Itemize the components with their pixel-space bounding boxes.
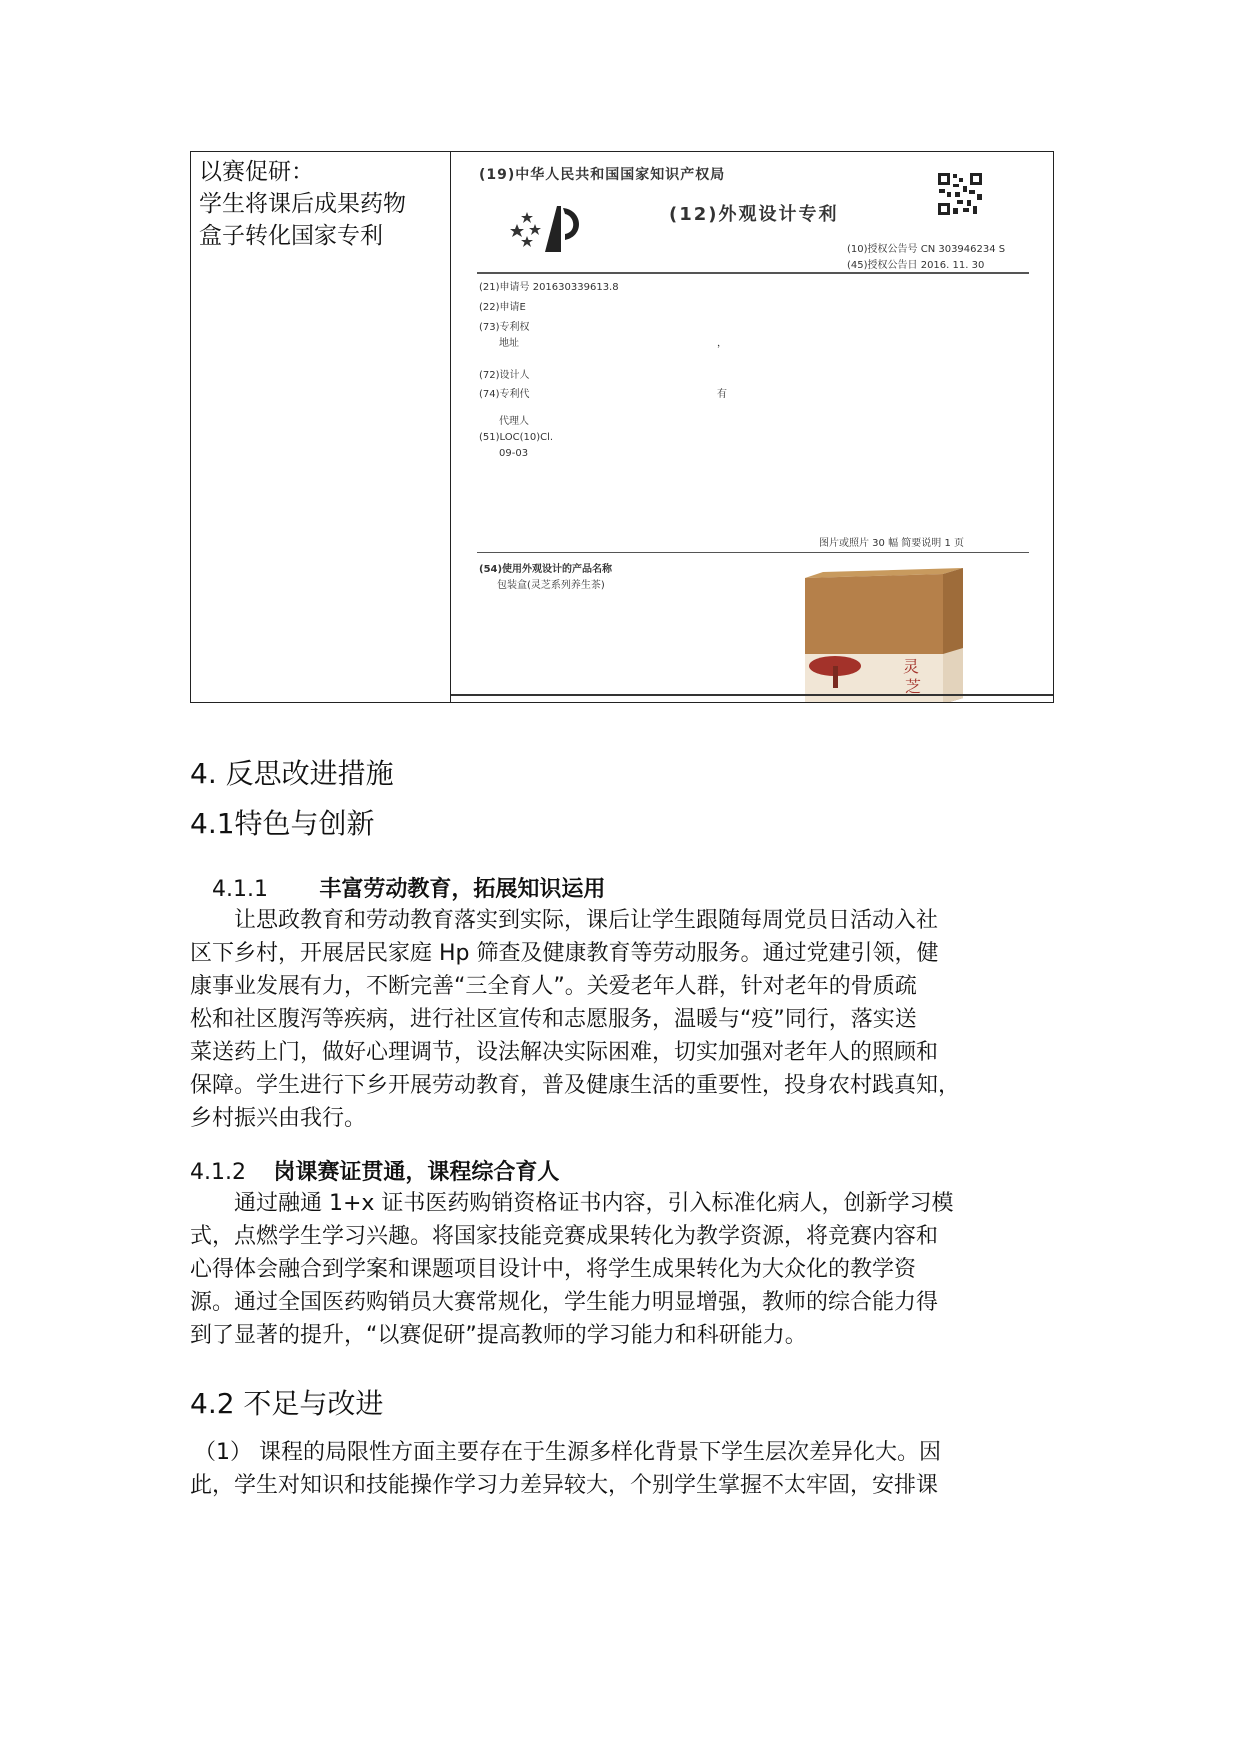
packaging-box-image (793, 568, 983, 702)
paragraph-line: 区下乡村，开展居民家庭 Hp 筛查及健康教育等劳动服务。通过党建引领，健 (190, 941, 939, 966)
table-left-cell (191, 152, 451, 702)
patent-office-name: (19)中华人民共和国国家知识产权局 (479, 167, 726, 183)
paragraph-line: 此，学生对知识和技能操作学习力差异较大，个别学生掌握不太牢固，安排课 (190, 1473, 939, 1498)
section-4-1-heading: 4.1特色与创新 (190, 807, 375, 840)
section-4-1-1-paragraph (190, 904, 1050, 1135)
paragraph-line: 通过融通 1+x 证书医药购销资格证书内容，引入标准化病人，创新学习模 (234, 1191, 954, 1216)
patent-field-74: (74)专利代 (479, 389, 530, 400)
section-4-1-1-heading (212, 872, 605, 903)
patent-field-21: (21)申请号 201630339613.8 (479, 282, 619, 293)
section-4-1-2-heading (190, 1155, 559, 1186)
paragraph-line: 心得体会融合到学案和课题项目设计中，将学生成果转化为大众化的教学资 (190, 1257, 917, 1282)
qr-code-icon (937, 172, 983, 216)
patent-field-loc-class: 09-03 (499, 448, 529, 459)
patent-pub-date: (45)授权公告日 2016. 11. 30 (847, 260, 985, 271)
patent-product-label: (54)使用外观设计的产品名称 (479, 564, 613, 575)
paragraph-line: （1） 课程的局限性方面主要存在于生源多样化背景下学生层次差异化大。因 (194, 1440, 941, 1465)
patent-field-mark: ， (717, 338, 727, 349)
paragraph-line: 到了显著的提升，“以赛促研”提高教师的学习能力和科研能力。 (190, 1323, 807, 1348)
section-4-1-2-number: 4.1.2 (190, 1160, 246, 1185)
section-4-heading: 4. 反思改进措施 (190, 757, 394, 790)
image-bottom-rule (451, 694, 1053, 696)
paragraph-line: 式，点燃学生学习兴趣。将国家技能竞赛成果转化为教学资源，将竞赛内容和 (190, 1224, 939, 1249)
section-4-1-1-number: 4.1.1 (212, 877, 268, 902)
paragraph-line: 乡村振兴由我行。 (190, 1106, 367, 1131)
paragraph-line: 康事业发展有力，不断完善“三全育人”。关爱老年人群，针对老年的骨质疏 (190, 974, 917, 999)
patent-pages-info: 图片或照片 30 幅 简要说明 1 页 (819, 538, 964, 549)
patent-image-cell (451, 152, 1053, 702)
section-4-2-heading: 4.2 不足与改进 (190, 1387, 384, 1420)
patent-table (190, 151, 1054, 703)
patent-field-agency-suffix: 有 (717, 389, 727, 400)
patent-field-agent: 代理人 (499, 416, 529, 427)
svg-text:芝: 芝 (905, 677, 922, 696)
left-line-3: 盒子转化国家专利 (199, 223, 383, 249)
left-line-2: 学生将课后成果药物 (199, 191, 406, 217)
paragraph-line: 让思政教育和劳动教育落实到实际，课后让学生跟随每周党员日活动入社 (234, 908, 939, 933)
patent-product-name: 包装盒(灵芝系列养生茶) (497, 580, 605, 591)
cnipa-logo-icon (509, 200, 589, 256)
patent-divider-2 (477, 552, 1029, 553)
svg-text:灵: 灵 (903, 657, 920, 676)
section-4-2-paragraph (190, 1436, 1050, 1502)
paragraph-line: 菜送药上门，做好心理调节，设法解决实际困难，切实加强对老年人的照顾和 (190, 1040, 939, 1065)
left-line-1: 以赛促研： (199, 159, 314, 185)
paragraph-line: 源。通过全国医药购销员大赛常规化，学生能力明显增强，教师的综合能力得 (190, 1290, 939, 1315)
patent-field-address: 地址 (499, 338, 519, 349)
patent-field-73: (73)专利权 (479, 322, 530, 333)
patent-type-title: (12)外观设计专利 (669, 204, 839, 225)
patent-field-51: (51)LOC(10)Cl. (479, 432, 554, 443)
patent-field-72: (72)设计人 (479, 370, 530, 381)
section-4-1-1-title: 丰富劳动教育，拓展知识运用 (319, 877, 606, 902)
patent-certificate-image (467, 160, 1037, 700)
section-4-1-2-paragraph (190, 1187, 1050, 1352)
paragraph-line: 松和社区腹泻等疾病，进行社区宣传和志愿服务，温暖与“疫”同行，落实送 (190, 1007, 917, 1032)
patent-divider (477, 272, 1029, 274)
paragraph-line: 保障。学生进行下乡开展劳动教育，普及健康生活的重要性，投身农村践真知， (190, 1073, 961, 1098)
patent-pub-number: (10)授权公告号 CN 303946234 S (847, 244, 1006, 255)
section-4-1-2-title: 岗课赛证贯通，课程综合育人 (273, 1160, 560, 1185)
patent-field-22: (22)申请E (479, 302, 526, 313)
